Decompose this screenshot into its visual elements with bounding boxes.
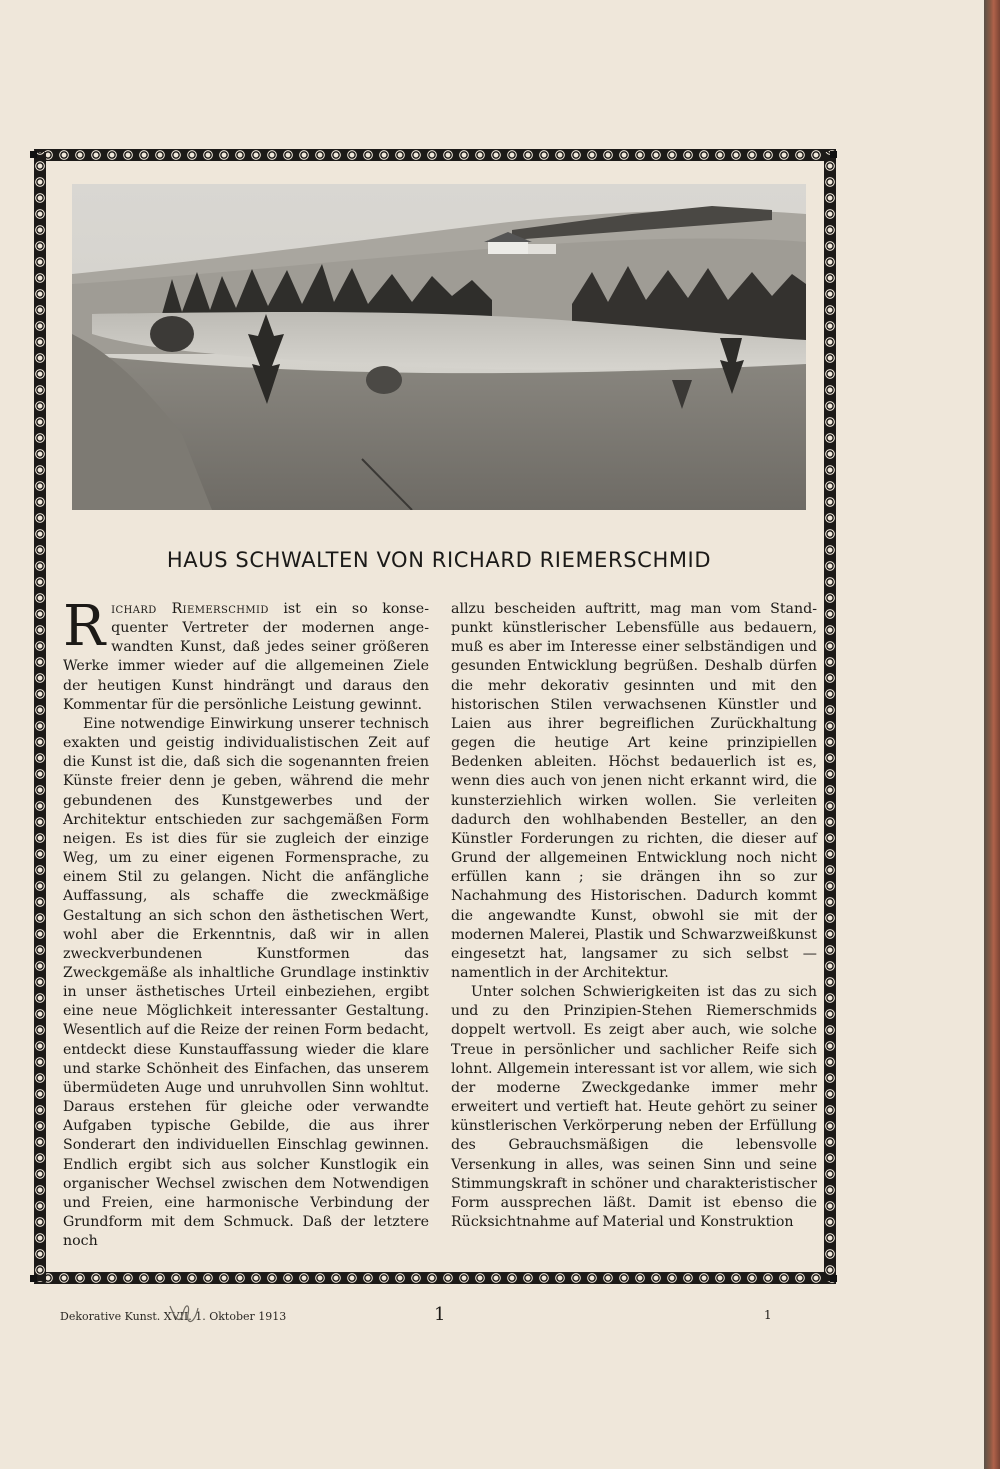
- book-binding-edge: [984, 0, 1000, 1469]
- ornament-border-right: [824, 152, 836, 1282]
- text-column-right: [451, 600, 817, 1232]
- landscape-photo-image: [72, 184, 806, 510]
- ornament-border-bottom: [34, 1272, 836, 1284]
- ornament-corner: [830, 151, 837, 158]
- footer-publication: Dekorative Kunst. XVII. 1. Oktober 1913: [60, 1310, 287, 1323]
- ornament-border-top: [34, 149, 836, 161]
- handwritten-mark: [166, 1300, 202, 1330]
- ornament-corner: [830, 1275, 837, 1282]
- article-title: HAUS SCHWALTEN VON RICHARD RIEMERSCHMID: [166, 548, 712, 572]
- ornament-corner: [30, 1275, 37, 1282]
- landscape-photo: [72, 184, 806, 510]
- page-number: 1: [434, 1304, 446, 1325]
- paragraph-text: ist ein so konsequenter Vertreter der modernen angewandten Kunst, daß jedes seiner größeren Werke immer wieder auf die allgemeinen Ziele der heutigen Kunst hindrängt und daraus den Kommentar für die persönliche Leistung gewinnt.: [63, 601, 430, 713]
- drop-cap: R: [63, 594, 106, 659]
- footer-sheet-number: 1: [764, 1308, 772, 1322]
- paragraph: Eine notwendige Einwirkung unserer technisch exakten und geistig individualistischen Zeit auf die Kunst ist die, daß sich die sogenannten freien Künste freier denn je geben, während die mehr gebundenen des Kunstgewerbes und der Architektur entschieden zur sachgemäßen Form neigen. Es ist dies für sie zugleich der einzige Weg, um zu einer eigenen Formensprache, zu einem Stil zu gelangen. Nicht die anfängliche Auffassung, als schaffe die zweckmäßige Gestaltung an sich schon den ästhetischen Wert, wohl aber die Erkenntnis, daß wir in allen zweckverbundenen Kunstformen das Zweckgemäße als inhaltliche Grundlage instinktiv in unser ästhetisches Urteil einbeziehen, ergibt eine neue Möglichkeit interessanter Gestaltung. Wesentlich auf die Reize der reinen Form bedacht, entdeckt diese Kunstauffassung wieder die klare und starke Schönheit des Einfachen, das unserem übermüdeten Auge und unruhvollen Sinn wohltut. Daraus erstehen für gleiche oder verwandte Aufgaben typische Gebilde, die aus ihrer Sonderart den individuellen Einschlag gewinnen. Endlich ergibt sich aus solcher Kunstlogik ein organischer Wechsel zwischen dem Notwendigen und Freien, eine harmonische Verbindung der Grundform mit dem Schmuck. Daß der letztere noch: [63, 715, 429, 1250]
- paragraph: [63, 594, 430, 715]
- text-column-left: [63, 594, 430, 1251]
- paragraph: Unter solchen Schwierigkeiten ist das zu sich und zu den Prinzipien-Stehen Riemerschmids doppelt wertvoll. Es zeigt aber auch, wie solche Treue in persönlicher und sachlicher Reife sich lohnt. Allgemein interessant ist vor allem, wie sich der moderne Zweckgedanke immer mehr erweitert und vertieft hat. Heute gehört zu seiner künstlerischen Verkörperung neben der Erfüllung des Gebrauchsmäßigen die lebensvolle Versenkung in alles, was seinen Sinn und seine Stimmungskraft in schöner und charakteristischer Form aussprechen läßt. Damit ist ebenso die Rücksichtnahme auf Material und Konstruktion: [451, 984, 817, 1230]
- ornament-border-left: [34, 152, 46, 1282]
- ornament-corner: [30, 151, 37, 158]
- paragraph: allzu bescheiden auftritt, mag man vom Standpunkt künstlerischer Lebensfülle aus bedauern, muß es aber im Interesse einer selbständigen und gesunden Entwicklung begrüßen. Deshalb dürfen die mehr dekorativ gesinnten und mit den historischen Stilen verwachsenen Künstler und Laien aus ihrer begreiflichen Zurückhaltung gegen die heutige Art keine prinzipiellen Bedenken ableiten. Höchst bedauerlich ist es, wenn dies auch von jenen nicht erkannt wird, die kunsterziehlich wirken wollen. Sie verleiten dadurch den wohlhabenden Besteller, an den Künstler Forderungen zu richten, die dieser auf Grund der allgemeinen Entwicklung noch nicht erfüllen kann ; sie drängen ihn so zur Nachahmung des Historischen. Dadurch kommt die angewandte Kunst, obwohl sie mit der modernen Malerei, Plastik und Schwarzweißkunst eingesetzt hat, langsamer zu sich selbst — namentlich in der Architektur.: [451, 601, 817, 981]
- author-name-smallcaps: ichard Riemerschmid: [111, 601, 269, 617]
